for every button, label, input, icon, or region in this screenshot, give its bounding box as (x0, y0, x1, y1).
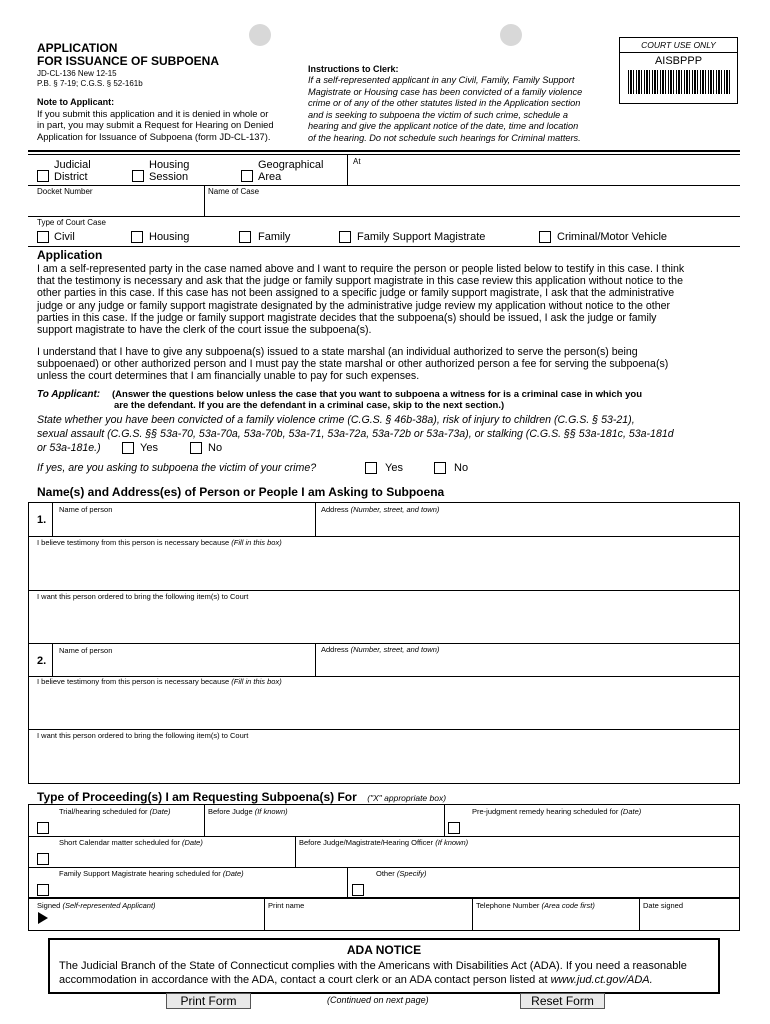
fsm-hearing-checkbox[interactable] (37, 884, 49, 896)
prejudgment-label: Pre-judgment remedy hearing scheduled for (Date) (472, 807, 642, 816)
person-2-name-label: Name of person (59, 646, 113, 655)
geographical-area-checkbox[interactable] (241, 170, 253, 182)
case-name-input[interactable] (208, 198, 733, 214)
proceeding-heading: Type of Proceeding(s) I am Requesting Subpoena(s) For ("X" appropriate box) (37, 790, 447, 804)
trial-label: Trial/hearing scheduled for (Date) (59, 807, 171, 816)
fsm-label: Family Support Magistrate (357, 231, 486, 243)
victim-question: If yes, are you asking to subpoena the victim of your crime? (37, 462, 317, 474)
civil-label: Civil (54, 231, 75, 243)
prejudgment-checkbox[interactable] (448, 822, 460, 834)
note-text: If you submit this application and it is denied in whole or in part, you may submit a Request for Hearing on Denied Application for Issuance of Subpoena (form JD-CL-137). (37, 108, 274, 142)
person-1-number: 1. (37, 514, 47, 526)
at-input[interactable] (355, 168, 735, 184)
conviction-no-checkbox[interactable] (190, 442, 202, 454)
short-calendar-checkbox[interactable] (37, 853, 49, 865)
person-2-name-input[interactable] (59, 657, 309, 674)
print-name-label: Print name (268, 901, 305, 910)
person-2-items-input[interactable] (37, 742, 733, 780)
date-signed-input[interactable] (643, 912, 735, 928)
person-1-items-label: I want this person ordered to bring the following item(s) to Court (37, 592, 249, 601)
other-checkbox[interactable] (352, 884, 364, 896)
court-use-label: COURT USE ONLY (641, 40, 716, 50)
answer-instruction: (Answer the questions below unless the case that you want to subpoena a witness for is a criminal case in which you are the defendant. If you are the defendant in a criminal case, skip to the next section.) (112, 389, 643, 411)
fsm-hearing-label: Family Support Magistrate hearing scheduled for (Date) (59, 869, 244, 878)
person-1-reason-input[interactable] (37, 549, 733, 587)
other-label: Other (Specify) (376, 869, 427, 878)
conviction-question: State whether you have been convicted of a family violence crime (C.G.S. § 46b-38a), risk of injury to children (C.G.S. § 53-21), sexual assault (C.G.S. §§ 53a-70, 53a-70a, 53a-70b, 53a-71, 53a-72a, 53a-72b or 53a-73a), or stalking (C.G.S. §§ 53a-181c, 53a-181d or 53a-181e.) (37, 414, 674, 454)
fsm-checkbox[interactable] (339, 231, 351, 243)
judicial-district-label: Judicial District (54, 159, 91, 183)
proceeding-table (28, 804, 740, 898)
form-id: JD-CL-136 New 12-15 (37, 69, 117, 78)
application-paragraph-2: I understand that I have to give any subpoena(s) issued to a state marshal (an individual authorized to serve the person(s) being subpoenaed) or other authorized person and I must pay the state marshal or other authorized person a fee for serving the subpoena(s) unless the court determines that I am financially unable to pay for such expenses. (37, 346, 669, 383)
housing-label: Housing (149, 231, 190, 243)
reset-form-button[interactable]: Reset Form (520, 993, 605, 1009)
punch-hole-right (500, 24, 522, 46)
ada-heading: ADA NOTICE (346, 943, 422, 957)
case-type-label: Type of Court Case (37, 218, 106, 227)
person-2-address-input[interactable] (321, 657, 733, 674)
judicial-district-checkbox[interactable] (37, 170, 49, 182)
punch-hole-left (249, 24, 271, 46)
conviction-yes-checkbox[interactable] (122, 442, 134, 454)
persons-heading: Name(s) and Address(es) of Person or People I am Asking to Subpoena (37, 485, 445, 499)
person-1-name-label: Name of person (59, 505, 113, 514)
conviction-no-label: No (208, 442, 223, 454)
telephone-input[interactable] (476, 912, 636, 928)
person-1-address-input[interactable] (321, 516, 733, 533)
housing-checkbox[interactable] (131, 231, 143, 243)
housing-session-checkbox[interactable] (132, 170, 144, 182)
form-title: APPLICATION FOR ISSUANCE OF SUBPOENA (37, 41, 220, 68)
print-form-button[interactable]: Print Form (166, 993, 251, 1009)
person-2-address-label: Address (Number, street, and town) (321, 645, 440, 654)
person-2-believe-label: I believe testimony from this person is necessary because (Fill in this box) (37, 677, 282, 686)
criminal-label: Criminal/Motor Vehicle (557, 231, 668, 243)
family-label: Family (258, 231, 291, 243)
victim-yes-checkbox[interactable] (365, 462, 377, 474)
civil-checkbox[interactable] (37, 231, 49, 243)
conviction-yes-label: Yes (140, 442, 158, 454)
person-1-items-input[interactable] (37, 603, 733, 641)
ada-text: The Judicial Branch of the State of Connecticut complies with the Americans with Disabilities Act (ADA). If you need a reasonable accommodation in accordance with the ADA, contact a court clerk or an ADA contact person listed at www.jud.ct.gov/ADA. (59, 960, 687, 986)
to-applicant-label: To Applicant: (37, 389, 101, 400)
application-heading: Application (37, 248, 103, 262)
person-1-name-input[interactable] (59, 516, 309, 533)
signed-label: Signed (Self-represented Applicant) (37, 901, 156, 910)
before-officer-label: Before Judge/Magistrate/Hearing Officer (If known) (299, 838, 469, 847)
person-2-items-label: I want this person ordered to bring the following item(s) to Court (37, 731, 249, 740)
housing-session-label: Housing Session (149, 159, 190, 183)
victim-yes-label: Yes (385, 462, 403, 474)
docket-label: Docket Number (37, 187, 93, 196)
trial-checkbox[interactable] (37, 822, 49, 834)
victim-no-label: No (454, 462, 469, 474)
sign-arrow-icon (38, 912, 48, 924)
case-name-label: Name of Case (208, 187, 260, 196)
family-checkbox[interactable] (239, 231, 251, 243)
person-1-believe-label: I believe testimony from this person is necessary because (Fill in this box) (37, 538, 282, 547)
instructions-heading: Instructions to Clerk: (308, 64, 399, 74)
note-heading: Note to Applicant: (37, 97, 115, 107)
telephone-label: Telephone Number (Area code first) (476, 901, 595, 910)
docket-input[interactable] (37, 198, 197, 214)
instructions-text: If a self-represented applicant in any Civil, Family, Family Support Magistrate or Housing case has been convicted of a family violence crime or of any of the other statutes listed in the Application section and is seeking to subpoena the victim of such crime, schedule a hearing and give the applicant notice of the date, time and location of the hearing. Do not schedule such hearings for Criminal matters. (308, 75, 583, 143)
form-refs: P.B. § 7-19; C.G.S. § 52-161b (37, 79, 143, 88)
person-2-reason-input[interactable] (37, 688, 733, 726)
criminal-checkbox[interactable] (539, 231, 551, 243)
before-judge-label: Before Judge (If known) (208, 807, 288, 816)
barcode (628, 70, 730, 94)
print-name-input[interactable] (268, 912, 468, 928)
application-paragraph-1: I am a self-represented party in the case named above and I want to require the person or people listed below to testify in this case. I think that the testimony is necessary and ask that the judge or family support magistrate in this case review this application without notice to the other parties in this case. If this case has not been assigned to a specific judge or family support magistrate, I ask that the administrative judge or any judge or family support magistrate designated by the administrative judge review my application without notice to the other parties in this case. If the judge or family support magistrate decides that the subpoena(s) should be issued, I ask the judge or family support magistrate to have the clerk of the court issue the subpoena(s). (37, 263, 685, 337)
court-code: AISBPPP (654, 55, 703, 67)
person-1-address-label: Address (Number, street, and town) (321, 505, 440, 514)
victim-no-checkbox[interactable] (434, 462, 446, 474)
geographical-area-label: Geographical Area (258, 159, 324, 183)
date-signed-label: Date signed (643, 901, 684, 910)
person-2-number: 2. (37, 655, 47, 667)
continued-note: (Continued on next page) (327, 995, 429, 1005)
signature-input[interactable] (52, 912, 260, 928)
at-label: At (353, 157, 361, 166)
short-calendar-label: Short Calendar matter scheduled for (Date) (59, 838, 203, 847)
